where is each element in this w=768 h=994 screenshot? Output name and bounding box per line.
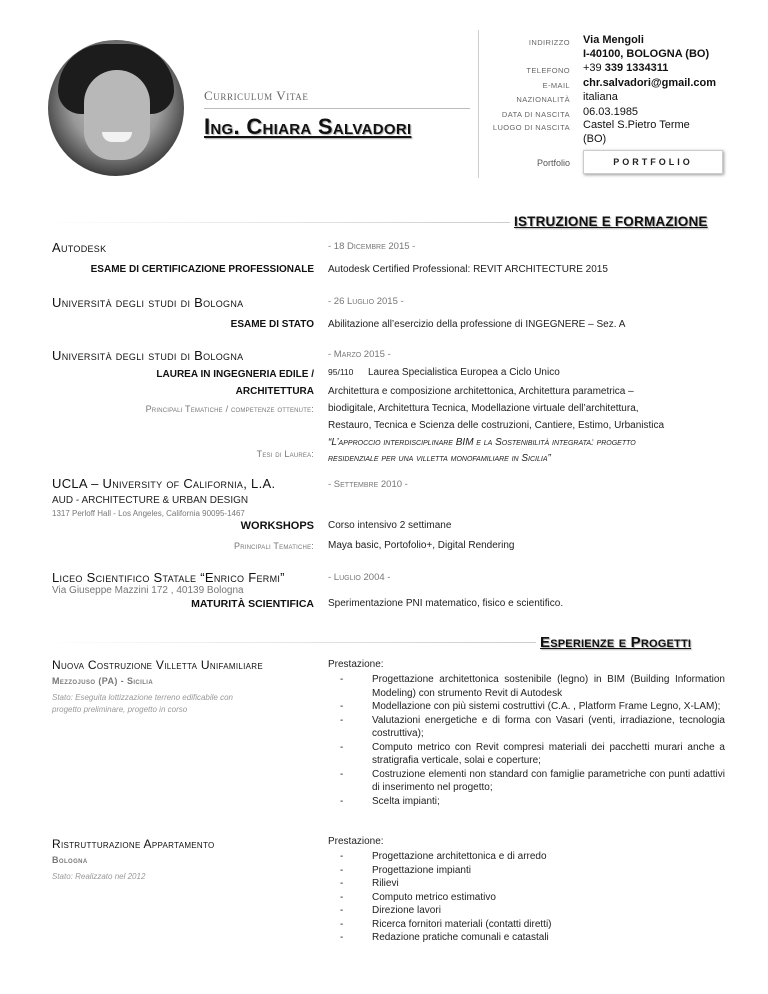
address-label: INDIRIZZO (528, 38, 570, 47)
edu-type: WORKSHOPS (240, 520, 314, 532)
list-item: - Ricerca fornitori materiali (contatti diretti) (340, 918, 552, 930)
edu-date: - Marzo 2015 - (328, 349, 391, 360)
edu-degree: Laurea Specialistica Europea a Ciclo Unico (368, 367, 560, 378)
edu-topics: Architettura e composizione architettonica, Architettura parametrica – (328, 386, 634, 397)
section-divider (40, 222, 510, 223)
project-items (340, 673, 725, 808)
list-item: - Progettazione architettonica sostenibile (legno) in BIM (Building Information Modeling) con strumento Revit di Autodesk (340, 674, 725, 699)
list-item: - Valutazioni energetiche e di forma con Vasari (venti, irradiazione, tecnologia costruttiva); (340, 714, 725, 739)
edu-date: - Luglio 2004 - (328, 572, 391, 583)
list-item: - Rilievi (340, 878, 399, 889)
project-title: Nuova Costruzione Villetta Unifamiliare (52, 658, 263, 672)
page-title: Ing. Chiara Salvadori (204, 114, 412, 139)
header-divider (478, 30, 479, 178)
list-item: - Computo metrico con Revit compresi materiali dei pacchetti murari anche a stratigrafia verticale, solai e coperture; (340, 741, 725, 766)
portfolio-button[interactable]: PORTFOLIO (583, 150, 723, 174)
edu-detail: Corso intensivo 2 settimane (328, 520, 452, 531)
edu-grade: 95/110 (328, 367, 354, 377)
list-item: - Progettazione impianti (340, 864, 471, 876)
address-line2: I-40100, BOLOGNA (BO) (583, 48, 710, 60)
birth-place-line1: Castel S.Pietro Terme (583, 119, 690, 131)
project-state: Stato: Eseguita lottizzazione terreno edificabile con (52, 693, 233, 702)
list-item: - Scelta impianti; (340, 795, 440, 807)
email-label: E-MAIL (542, 81, 570, 90)
list-item: - Redazione pratiche comunali e catastali (340, 932, 549, 943)
edu-institution: Università degli studi di Bologna (52, 295, 244, 310)
edu-institution: Università degli studi di Bologna (52, 348, 244, 363)
edu-thesis: “L’approccio interdisciplinare BIM e la Sostenibilità integrata: progetto (328, 437, 636, 448)
project-prestazione: Prestazione: (328, 836, 384, 847)
edu-date: - 26 Luglio 2015 - (328, 296, 404, 307)
edu-topics: Maya basic, Portofolio+, Digital Rendering (328, 540, 515, 551)
edu-institution: Liceo Scientifico Statale “Enrico Fermi” (52, 570, 285, 585)
address-line1: Via Mengoli (583, 34, 644, 46)
birth-place-line2: (BO) (583, 133, 607, 145)
edu-subtitle: AUD - ARCHITECTURE & URBAN DESIGN (52, 495, 249, 506)
edu-thesis-label: Tesi di Laurea: (256, 449, 314, 459)
edu-date: - 18 Dicembre 2015 - (328, 241, 416, 252)
edu-detail: Autodesk Certified Professional: REVIT ARCHITECTURE 2015 (328, 264, 608, 275)
edu-topics: biodigitale, Architettura Tecnica, Modellazione virtuale dell’architettura, (328, 403, 639, 414)
birth-place-label: LUOGO DI NASCITA (492, 123, 570, 132)
project-items (340, 850, 725, 945)
edu-type: MATURITÀ SCIENTIFICA (191, 598, 314, 610)
edu-address: 1317 Perloff Hall - Los Angeles, California 90095-1467 (52, 509, 245, 518)
project-state: progetto preliminare, progetto in corso (52, 705, 188, 714)
project-title: Ristrutturazione Appartamento (52, 837, 215, 851)
list-item: - Direzione lavori (340, 905, 441, 916)
edu-type: ESAME DI CERTIFICAZIONE PROFESSIONALE (90, 264, 314, 275)
portfolio-label: Portfolio (536, 158, 570, 168)
edu-type: ESAME DI STATO (230, 319, 314, 330)
email-value[interactable]: chr.salvadori@gmail.com (583, 77, 716, 89)
project-location: Mezzojuso (PA) - Sicilia (52, 676, 154, 686)
edu-institution: Autodesk (52, 240, 107, 255)
education-title: ISTRUZIONE E FORMAZIONE (514, 214, 708, 229)
section-divider (40, 642, 536, 643)
edu-institution: UCLA – University of California, L.A. (52, 476, 276, 491)
list-item: - Progettazione architettonica e di arredo (340, 851, 547, 862)
nationality-label: NAZIONALITÀ (516, 95, 570, 104)
edu-type: LAUREA IN INGEGNERIA EDILE / (156, 369, 314, 380)
edu-detail: Abilitazione all’esercizio della professione di INGEGNERE – Sez. A (328, 319, 626, 330)
project-location: Bologna (52, 855, 88, 865)
edu-date: - Settembre 2010 - (328, 479, 408, 490)
phone-value: +39 339 1334311 (583, 62, 669, 74)
edu-topics: Restauro, Tecnica e Scienza delle costruzioni, Cantiere, Estimo, Urbanistica (328, 420, 665, 431)
birth-date-value: 06.03.1985 (583, 106, 639, 118)
list-item: - Computo metrico estimativo (340, 891, 496, 903)
name-divider (204, 108, 470, 109)
list-item: - Costruzione elementi non standard con famiglie parametriche con punti adattivi di inserimento nel progetto; (340, 768, 725, 793)
edu-address: Via Giuseppe Mazzini 172 , 40139 Bologna (52, 585, 244, 596)
project-prestazione: Prestazione: (328, 659, 384, 670)
cv-label: Curriculum Vitae (204, 88, 309, 103)
nationality-value: italiana (583, 91, 618, 103)
profile-photo (48, 40, 184, 176)
edu-thesis: residenziale per una villetta monofamiliare in Sicilia” (328, 453, 551, 464)
edu-topics-label: Principali Tematiche: (234, 541, 314, 551)
project-state: Stato: Realizzato nel 2012 (52, 872, 146, 881)
experience-title: Esperienze e Progetti (540, 634, 692, 651)
birth-date-label: DATA DI NASCITA (501, 110, 570, 119)
phone-label: TELEFONO (526, 66, 570, 75)
edu-topics-label: Principali Tematiche / competenze ottenute: (145, 404, 314, 414)
edu-detail: Sperimentazione PNI matematico, fisico e scientifico. (328, 598, 564, 609)
edu-type: ARCHITETTURA (235, 386, 314, 397)
list-item: - Modellazione con più sistemi costruttivi (C.A. , Platform Frame Legno, X-LAM); (340, 701, 721, 712)
